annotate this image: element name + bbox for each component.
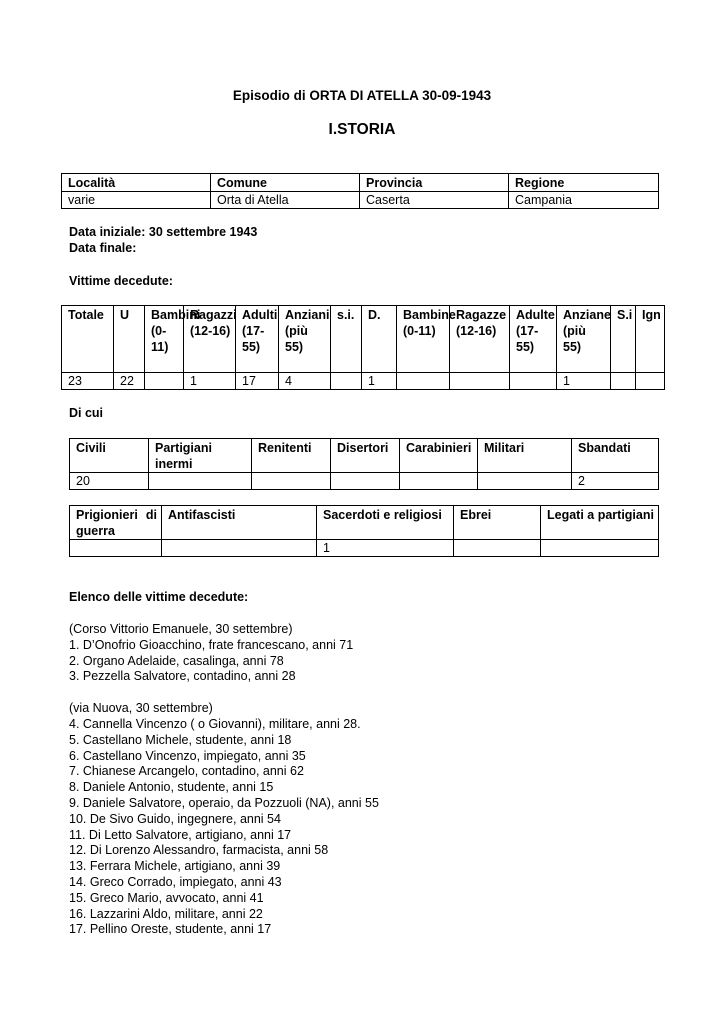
table-cell [478, 473, 572, 490]
victim-list-heading: Elenco delle vittime decedute: [69, 590, 249, 604]
column-header: Totale [62, 306, 114, 373]
categories-table [69, 438, 659, 490]
list-item: 10. De Sivo Guido, ingegnere, anni 54 [69, 811, 281, 826]
column-header: Ebrei [454, 506, 541, 540]
end-date-label: Data finale: [69, 241, 137, 255]
column-header: Adulti (17-55) [236, 306, 279, 373]
of-which-heading: Di cui [69, 406, 104, 420]
victim-list [69, 622, 379, 938]
list-item: 4. Cannella Vincenzo ( o Giovanni), militare, anni 28. [69, 716, 361, 731]
list-item: 3. Pezzella Salvatore, contadino, anni 28 [69, 669, 296, 684]
list-item: 15. Greco Mario, avvocato, anni 41 [69, 890, 264, 905]
table-cell [400, 473, 478, 490]
column-header: Regione [509, 174, 659, 192]
table-header-row [70, 506, 659, 540]
table-cell [162, 540, 317, 557]
table-cell [454, 540, 541, 557]
column-header: Ign [636, 306, 665, 373]
column-header: s.i. [331, 306, 362, 373]
table-cell [450, 373, 510, 390]
table-cell: 2 [572, 473, 659, 490]
column-header: Militari [478, 439, 572, 473]
column-header: Comune [211, 174, 360, 192]
table-cell: Orta di Atella [211, 192, 360, 209]
column-header: Bambini (0-11) [145, 306, 184, 373]
column-header: S.i [611, 306, 636, 373]
table-cell: 4 [279, 373, 331, 390]
column-header: U [114, 306, 145, 373]
list-item: 5. Castellano Michele, studente, anni 18 [69, 732, 292, 747]
column-header: Sacerdoti e religiosi [317, 506, 454, 540]
table-cell: 23 [62, 373, 114, 390]
table-cell: Caserta [360, 192, 509, 209]
column-header: Disertori [331, 439, 400, 473]
table-row [70, 540, 659, 557]
table-cell: 1 [317, 540, 454, 557]
table-cell [541, 540, 659, 557]
column-header: D. [362, 306, 397, 373]
start-date [69, 225, 257, 239]
column-header: Renitenti [252, 439, 331, 473]
column-header: Bambine (0-11) [397, 306, 450, 373]
table-row [62, 192, 659, 209]
table-header-row [62, 174, 659, 192]
table-cell [252, 473, 331, 490]
table-row [70, 473, 659, 490]
list-item: 16. Lazzarini Aldo, militare, anni 22 [69, 906, 263, 921]
table-cell [145, 373, 184, 390]
list-item: 17. Pellino Oreste, studente, anni 17 [69, 922, 272, 937]
list-item: 13. Ferrara Michele, artigiano, anni 39 [69, 859, 281, 874]
start-date-label: Data iniziale: [69, 225, 146, 239]
table-cell: 1 [184, 373, 236, 390]
list-item: 12. Di Lorenzo Alessandro, farmacista, anni 58 [69, 843, 329, 858]
section-heading: I.STORIA [328, 121, 396, 138]
column-header: Partigiani inermi [149, 439, 252, 473]
table-header-row [62, 306, 665, 373]
list-spacer [69, 685, 379, 701]
list-group-heading: (Corso Vittorio Emanuele, 30 settembre) [69, 622, 293, 636]
column-header: Ragazze (12-16) [450, 306, 510, 373]
table-cell [397, 373, 450, 390]
column-header: Anziane (più 55) [557, 306, 611, 373]
column-header: Civili [70, 439, 149, 473]
column-header: Località [62, 174, 211, 192]
column-header: Legati a partigiani [541, 506, 659, 540]
column-header: Adulte (17-55) [510, 306, 557, 373]
column-header: Sbandati [572, 439, 659, 473]
column-header: Ragazzi (12-16) [184, 306, 236, 373]
column-header: Provincia [360, 174, 509, 192]
table-cell: 17 [236, 373, 279, 390]
column-header: Prigionieri di guerra [70, 506, 162, 540]
column-header: Antifascisti [162, 506, 317, 540]
table-cell: 22 [114, 373, 145, 390]
list-item: 6. Castellano Vincenzo, impiegato, anni 35 [69, 748, 306, 763]
start-date-value: 30 settembre 1943 [148, 225, 258, 239]
table-cell [70, 540, 162, 557]
table-cell: varie [62, 192, 211, 209]
table-header-row [70, 439, 659, 473]
table-cell: Campania [509, 192, 659, 209]
victims-table [61, 305, 665, 390]
table-row [62, 373, 665, 390]
table-cell: 1 [557, 373, 611, 390]
list-item: 1. D’Onofrio Gioacchino, frate francescano, anni 71 [69, 637, 354, 652]
table-cell [331, 473, 400, 490]
list-item: 7. Chianese Arcangelo, contadino, anni 62 [69, 764, 304, 779]
table-cell [149, 473, 252, 490]
list-item: 14. Greco Corrado, impiegato, anni 43 [69, 874, 282, 889]
list-item: 8. Daniele Antonio, studente, anni 15 [69, 780, 274, 795]
table-cell [510, 373, 557, 390]
document-title: Episodio di ORTA DI ATELLA 30-09-1943 [232, 88, 492, 103]
victims-heading: Vittime decedute: [69, 274, 173, 288]
table-cell: 1 [362, 373, 397, 390]
table-cell [611, 373, 636, 390]
list-item: 2. Organo Adelaide, casalinga, anni 78 [69, 653, 284, 668]
column-header: Carabinieri [400, 439, 478, 473]
table-cell: 20 [70, 473, 149, 490]
table-cell [636, 373, 665, 390]
table-cell [331, 373, 362, 390]
location-table [61, 173, 659, 209]
list-group-heading: (via Nuova, 30 settembre) [69, 701, 213, 716]
list-item: 9. Daniele Salvatore, operaio, da Pozzuoli (NA), anni 55 [69, 795, 379, 810]
column-header: Anziani (più 55) [279, 306, 331, 373]
list-item: 11. Di Letto Salvatore, artigiano, anni 17 [69, 827, 292, 842]
categories-table-2 [69, 505, 659, 557]
